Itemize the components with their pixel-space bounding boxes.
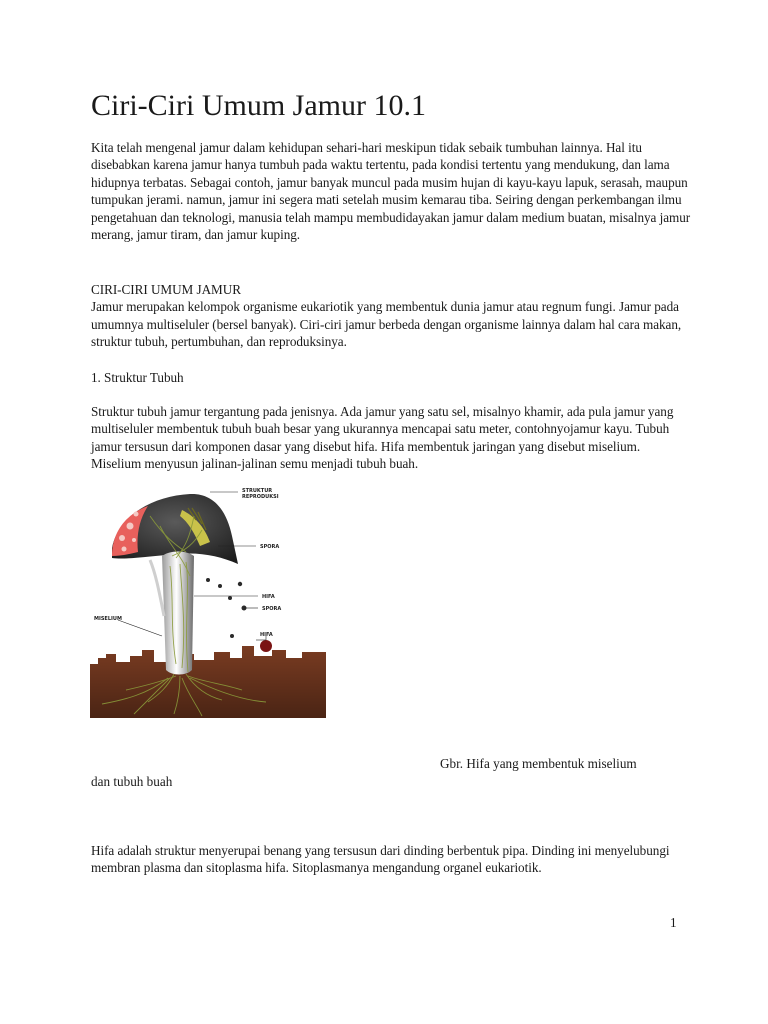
- label-hifa-2: HIFA: [260, 632, 273, 638]
- mushroom-stem: [162, 552, 194, 675]
- mushroom-structure-figure: [90, 486, 326, 718]
- figure-caption-line1: Gbr. Hifa yang membentuk miselium: [440, 756, 637, 771]
- label-spora-2: SPORA: [262, 606, 282, 612]
- subheading-struktur-tubuh: 1. Struktur Tubuh: [91, 370, 184, 385]
- page-title: Ciri-Ciri Umum Jamur 10.1: [91, 89, 426, 122]
- spore-dot: [218, 584, 222, 588]
- label-spora-1: SPORA: [260, 544, 280, 550]
- section-heading: CIRI-CIRI UMUM JAMUR: [91, 282, 241, 297]
- label-miselium: MISELIUM: [94, 616, 122, 622]
- spore-dot: [228, 596, 232, 600]
- label-reproduksi: REPRODUKSI: [242, 494, 279, 500]
- spore-dot: [230, 634, 234, 638]
- figure-caption-line2: dan tubuh buah: [91, 774, 173, 789]
- label-struktur: STRUKTUR: [242, 488, 273, 494]
- section-block: [91, 281, 691, 351]
- structure-paragraph: Struktur tubuh jamur tergantung pada jenisnya. Ada jamur yang satu sel, misalnyo khamir, ada pula jamur yang multiseluler membentuk tubuh buah besar yang ukurannya mencapai satu meter, contohnyojamur kayu. Tubuh jamur tersusun dari komponen dasar yang disebut hifa. Hifa membentuk jaringan yang disebut miselium. Miselium menyusun jalinan-jalinan semu menjadi tubuh buah.: [91, 404, 674, 472]
- spore-dot: [238, 582, 242, 586]
- label-hifa-1: HIFA: [262, 594, 275, 600]
- young-fruiting-body: [260, 640, 272, 652]
- section-paragraph: Jamur merupakan kelompok organisme eukariotik yang membentuk dunia jamur atau regnum fungi. Jamur pada umumnya multiseluler (bersel banyak). Ciri-ciri jamur berbeda dengan organisme lainnya dalam hal cara makan, struktur tubuh, pertumbuhan, dan reproduksinya.: [91, 299, 682, 350]
- intro-paragraph: Kita telah mengenal jamur dalam kehidupan sehari-hari meskipun tidak sebaik tumbuhan lainnya. Hal itu disebabkan karena jamur hanya tumbuh pada waktu tertentu, pada kondisi tertentu yang mendukung, dan lama hidupnya terbatas. Sebagai contoh, jamur banyak muncul pada musim hujan di kayu-kayu lapuk, serasah, maupun tumpukan jerami. namun, jamur ini segera mati setelah musim kemarau tiba. Seiring dengan perkembangan ilmu pengetahuan dan teknologi, manusia telah mampu membudidayakan jamur dalam medium buatan, misalnya jamur merang, jamur tiram, dan jamur kuping.: [91, 140, 691, 243]
- hifa-paragraph: Hifa adalah struktur menyerupai benang yang tersusun dari dinding berbentuk pipa. Dinding ini menyelubungi membran plasma dan sitoplasma hifa. Sitoplasmanya mengandung organel eukariotik.: [91, 843, 670, 876]
- page-number: 1: [670, 915, 677, 930]
- spore-dot: [206, 578, 210, 582]
